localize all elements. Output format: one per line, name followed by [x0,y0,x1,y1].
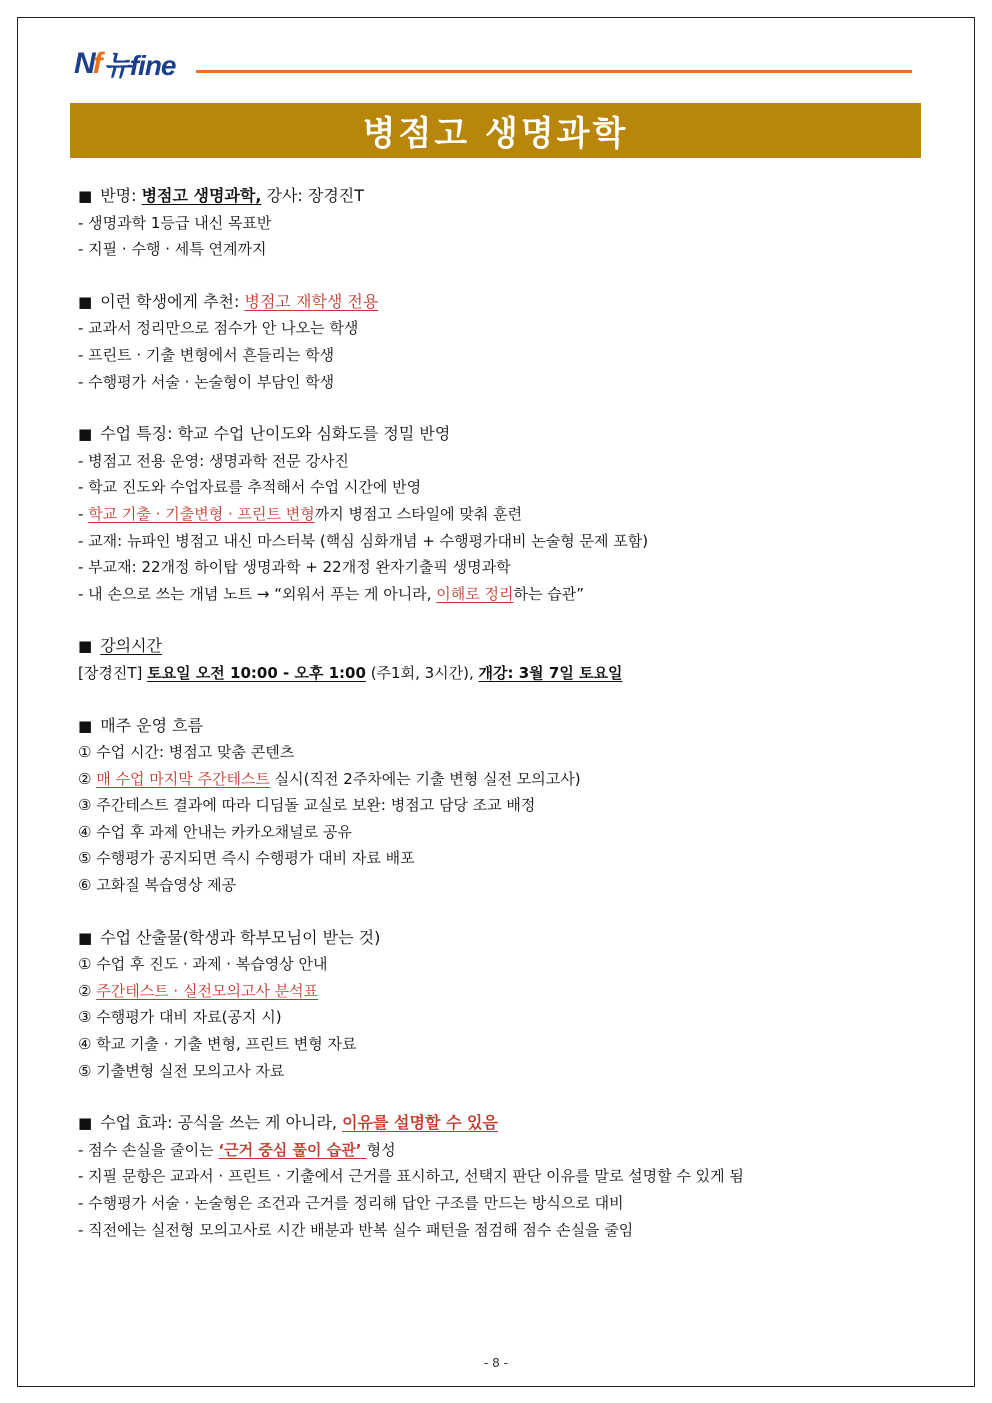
recommend-heading-prefix: 이런 학생에게 추천: [100,291,245,311]
class-heading [78,183,918,210]
weekly-item [78,766,918,793]
schedule-heading-text: 강의시간 [100,636,163,656]
square-bullet-icon: ■ [78,425,93,444]
effects-line1-highlight: ‘근거 중심 풀이 습관’ [218,1140,367,1159]
square-bullet-icon: ■ [78,637,93,656]
recommend-heading [78,289,918,316]
title-banner [70,103,921,158]
features-line3-highlight: 학교 기출 · 기출변형 · 프린트 변형 [88,504,315,523]
schedule-teacher: [장경진T] [78,663,148,682]
outputs-item [78,978,918,1005]
recommend-highlight: 병점고 재학생 전용 [244,291,379,311]
square-bullet-icon: ■ [78,292,93,311]
effects-heading [78,1110,918,1137]
square-bullet-icon: ■ [78,928,93,947]
schedule-heading [78,633,918,660]
class-teacher: 강사: 장경진T [261,186,365,205]
class-line: - 생명과학 1등급 내신 목표반 [78,213,272,232]
effects-line [78,1137,918,1164]
features-line [78,581,918,608]
features-line: - 학교 진도와 수업자료를 추적해서 수업 시간에 반영 [78,478,422,497]
weekly-item: ⑤ 수행평가 공지되면 즉시 수행평가 대비 자료 배포 [78,849,415,868]
features-heading [78,421,918,448]
page-number: - 8 - [484,1356,508,1370]
schedule-start-date: 개강: 3월 7일 토요일 [478,663,623,682]
schedule-frequency: (주1회, 3시간), [365,663,479,682]
weekly-item2-suffix: 실시(직전 2주차에는 기출 변형 실전 모의고사) [269,769,581,788]
logo-mark-n: N [74,47,93,80]
recommend-line: - 프린트 · 기출 변형에서 흔들리는 학생 [78,345,335,364]
schedule-line [78,660,918,687]
weekly-heading [78,713,918,740]
weekly-item: ④ 수업 후 과제 안내는 카카오채널로 공유 [78,822,352,841]
class-name: 병점고 생명과학, [141,186,262,205]
schedule-time: 토요일 오전 10:00 - 오후 1:00 [147,663,366,682]
outputs-heading [78,925,918,952]
brand-logo [74,44,176,84]
square-bullet-icon: ■ [78,1114,93,1133]
logo-mark [74,47,100,81]
square-bullet-icon: ■ [78,187,93,205]
features-line [78,501,918,528]
effects-line1-suffix: 형성 [366,1140,396,1159]
weekly-item2-prefix: ② [78,769,97,788]
class-heading-prefix: 반명: [100,186,142,205]
outputs-item: ⑤ 기출변형 실전 모의고사 자료 [78,1061,285,1080]
outputs-item2-highlight: 주간테스트 · 실전모의고사 분석표 [96,981,319,1000]
effects-line: - 지필 문항은 교과서 · 프린트 · 기출에서 근거를 표시하고, 선택지 판단 이유를 말로 설명할 수 있게 됨 [78,1167,744,1186]
features-line6-prefix: - 내 손으로 쓰는 개념 노트 → “외워서 푸는 게 아니라, [78,584,437,603]
features-line: - 부교재: 22개정 하이탑 생명과학 + 22개정 완자기출픽 생명과학 [78,558,511,577]
outputs-item: ① 수업 후 진도 · 과제 · 복습영상 안내 [78,955,328,974]
weekly-heading-text: 매주 운영 흐름 [100,715,204,735]
weekly-item: ① 수업 시간: 병점고 맞춤 콘텐츠 [78,743,295,762]
weekly-item2-highlight: 매 수업 마지막 주간테스트 [96,769,270,788]
features-line3-suffix: 까지 병점고 스타일에 맞춰 훈련 [314,504,523,523]
effects-line: - 직전에는 실전형 모의고사로 시간 배분과 반복 실수 패턴을 점검해 점수 손실을 줄임 [78,1220,634,1239]
effects-heading-prefix: 수업 효과: 공식을 쓰는 게 아니라, [100,1113,343,1133]
outputs-heading-text: 수업 산출물(학생과 학부모님이 받는 것) [100,927,381,947]
page-title: 병점고 생명과학 [362,114,629,154]
features-heading-text: 수업 특징: 학교 수업 난이도와 심화도를 정밀 반영 [100,424,451,444]
effects-heading-highlight: 이유를 설명할 수 있음 [342,1113,498,1133]
recommend-line: - 수행평가 서술 · 논술형이 부담인 학생 [78,372,335,391]
outputs-item: ③ 수행평가 대비 자료(공지 시) [78,1008,282,1027]
weekly-item: ⑥ 고화질 복습영상 제공 [78,876,237,895]
logo-text: 뉴fine [103,50,176,81]
recommend-line: - 교과서 정리만으로 점수가 안 나오는 학생 [78,319,359,338]
outputs-item2-prefix: ② [78,981,97,1000]
features-line6-highlight: 이해로 정리 [436,584,514,603]
effects-line: - 수행평가 서술 · 논술형은 조건과 근거를 정리해 답안 구조를 만드는 방식으로 대비 [78,1194,624,1212]
outputs-item: ④ 학교 기출 · 기출 변형, 프린트 변형 자료 [78,1035,357,1054]
effects-line1-prefix: - 점수 손실을 줄이는 [78,1140,219,1159]
document-body [78,183,918,1243]
features-line: - 병점고 전용 운영: 생명과학 전문 강사진 [78,451,349,470]
class-line: - 지필 · 수행 · 세특 연계까지 [78,240,267,259]
features-line: - 교재: 뉴파인 병점고 내신 마스터북 (핵심 심화개념 + 수행평가대비 논술형 문제 포함) [78,531,649,550]
logo-mark-f: f [92,47,100,80]
square-bullet-icon: ■ [78,716,93,735]
header-rule [196,70,912,73]
weekly-item: ③ 주간테스트 결과에 따라 디딤돌 교실로 보완: 병점고 담당 조교 배정 [78,796,536,815]
features-line6-suffix: 하는 습관” [513,584,584,603]
features-line3-prefix: - [78,504,89,523]
